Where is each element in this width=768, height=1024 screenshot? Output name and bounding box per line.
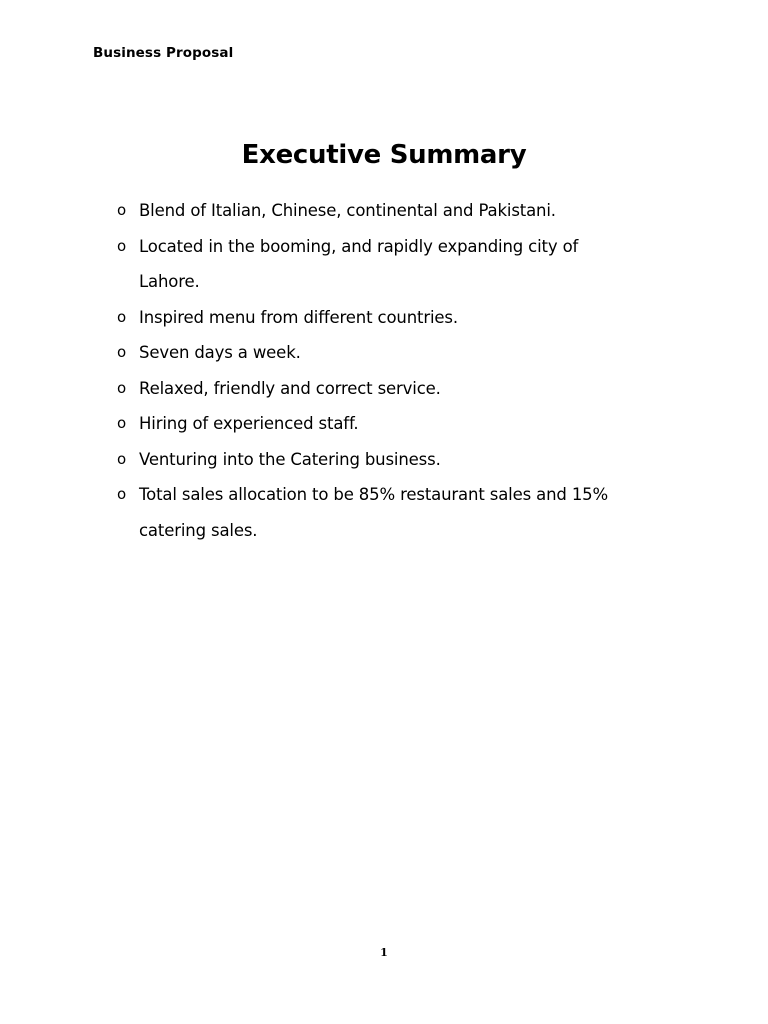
bullet-text: Hiring of experienced staff. — [139, 414, 359, 433]
bullet-marker-icon: o — [117, 378, 127, 397]
summary-bullet-list — [117, 193, 677, 548]
bullet-text: Blend of Italian, Chinese, continental and Pakistani. — [139, 201, 556, 220]
bullet-text: Seven days a week. — [139, 343, 301, 362]
bullet-text: Venturing into the Catering business. — [139, 449, 441, 469]
bullet-text: Relaxed, friendly and correct service. — [139, 378, 441, 398]
bullet-marker-icon: o — [117, 201, 127, 219]
list-item — [117, 406, 677, 442]
list-item — [117, 229, 677, 300]
page-number: 1 — [380, 946, 388, 959]
list-item — [117, 193, 677, 229]
list-item — [117, 442, 677, 478]
list-item — [117, 371, 677, 407]
bullet-marker-icon: o — [117, 236, 127, 255]
bullet-marker-icon: o — [117, 414, 127, 432]
bullet-text: Total sales allocation to be 85% restaurant sales and 15% catering sales. — [139, 485, 609, 540]
bullet-marker-icon: o — [117, 485, 127, 503]
list-item — [117, 300, 677, 336]
list-item — [117, 477, 677, 548]
list-item — [117, 335, 677, 371]
bullet-marker-icon: o — [117, 449, 127, 468]
bullet-text: Inspired menu from different countries. — [139, 307, 458, 327]
bullet-text: Located in the booming, and rapidly expanding city of Lahore. — [139, 236, 579, 291]
bullet-marker-icon: o — [117, 343, 127, 361]
page-title: Executive Summary — [241, 140, 527, 170]
running-header: Business Proposal — [93, 45, 234, 61]
bullet-marker-icon: o — [117, 307, 127, 326]
